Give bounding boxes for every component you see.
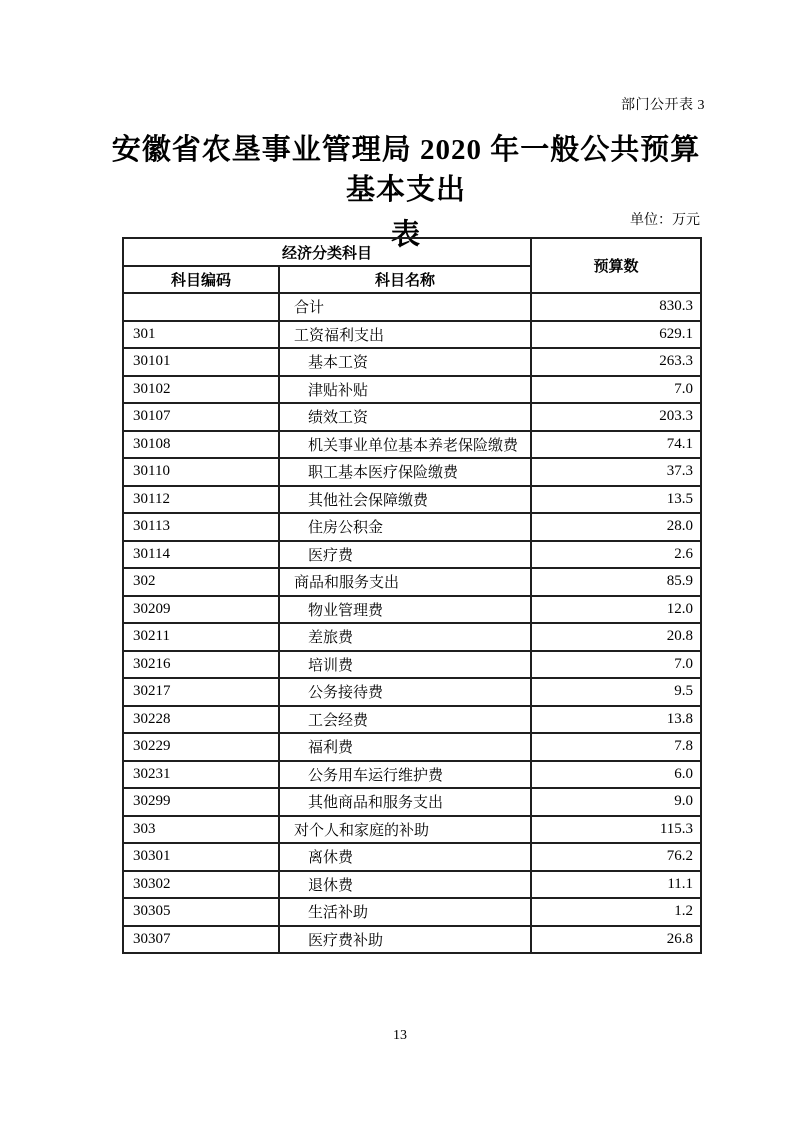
table-row	[123, 596, 701, 624]
subject-name-cell: 合计	[279, 293, 531, 321]
header-economic-classification: 经济分类科目	[123, 238, 531, 266]
table-row	[123, 733, 701, 761]
subject-name-cell: 离休费	[279, 843, 531, 871]
subject-name-cell: 差旅费	[279, 623, 531, 651]
budget-value-cell: 203.3	[531, 403, 701, 431]
table-header	[123, 238, 701, 293]
budget-value-cell: 11.1	[531, 871, 701, 899]
subject-code-cell: 30307	[123, 926, 279, 954]
table-row	[123, 403, 701, 431]
subject-code-cell: 30302	[123, 871, 279, 899]
table-row	[123, 843, 701, 871]
table-row	[123, 541, 701, 569]
budget-value-cell: 6.0	[531, 761, 701, 789]
budget-value-cell: 7.0	[531, 376, 701, 404]
subject-name-cell: 绩效工资	[279, 403, 531, 431]
budget-value-cell: 28.0	[531, 513, 701, 541]
unit-label: 单位：万元	[630, 213, 700, 228]
subject-name-cell: 工资福利支出	[279, 321, 531, 349]
subject-code-cell: 30108	[123, 431, 279, 459]
subject-name-cell: 物业管理费	[279, 596, 531, 624]
subject-code-cell: 302	[123, 568, 279, 596]
subject-name-cell: 津贴补贴	[279, 376, 531, 404]
subject-name-cell: 商品和服务支出	[279, 568, 531, 596]
subject-code-cell: 30229	[123, 733, 279, 761]
header-row-group	[123, 238, 701, 266]
subject-code-cell: 30301	[123, 843, 279, 871]
subject-code-cell: 30114	[123, 541, 279, 569]
header-budget-amount: 预算数	[531, 238, 701, 293]
subject-code-cell: 30209	[123, 596, 279, 624]
table-row	[123, 871, 701, 899]
budget-value-cell: 7.0	[531, 651, 701, 679]
budget-value-cell: 115.3	[531, 816, 701, 844]
subject-code-cell: 30101	[123, 348, 279, 376]
subject-name-cell: 公务用车运行维护费	[279, 761, 531, 789]
subject-name-cell: 职工基本医疗保险缴费	[279, 458, 531, 486]
page-title-line2: 表	[390, 219, 421, 251]
table-row	[123, 431, 701, 459]
subject-code-cell: 30107	[123, 403, 279, 431]
table-row	[123, 623, 701, 651]
subject-code-cell	[123, 293, 279, 321]
subject-name-cell: 对个人和家庭的补助	[279, 816, 531, 844]
table-row	[123, 926, 701, 954]
header-subject-name: 科目名称	[279, 266, 531, 293]
subject-code-cell: 30110	[123, 458, 279, 486]
subject-name-cell: 医疗费	[279, 541, 531, 569]
subject-name-cell: 住房公积金	[279, 513, 531, 541]
table-row	[123, 321, 701, 349]
subject-name-cell: 工会经费	[279, 706, 531, 734]
subject-code-cell: 301	[123, 321, 279, 349]
budget-value-cell: 9.0	[531, 788, 701, 816]
table-row	[123, 568, 701, 596]
budget-value-cell: 629.1	[531, 321, 701, 349]
subject-name-cell: 福利费	[279, 733, 531, 761]
subject-code-cell: 30211	[123, 623, 279, 651]
subject-name-cell: 公务接待费	[279, 678, 531, 706]
subject-name-cell: 医疗费补助	[279, 926, 531, 954]
subject-name-cell: 退休费	[279, 871, 531, 899]
budget-value-cell: 76.2	[531, 843, 701, 871]
table-row	[123, 651, 701, 679]
subject-code-cell: 30299	[123, 788, 279, 816]
subject-code-cell: 30113	[123, 513, 279, 541]
table-row	[123, 348, 701, 376]
budget-value-cell: 26.8	[531, 926, 701, 954]
doc-label: 部门公开表 3	[621, 98, 705, 113]
budget-value-cell: 9.5	[531, 678, 701, 706]
budget-value-cell: 74.1	[531, 431, 701, 459]
table-body	[123, 293, 701, 953]
budget-value-cell: 263.3	[531, 348, 701, 376]
table-row	[123, 458, 701, 486]
budget-value-cell: 12.0	[531, 596, 701, 624]
table-row	[123, 898, 701, 926]
table-row	[123, 706, 701, 734]
subject-code-cell: 30217	[123, 678, 279, 706]
budget-value-cell: 85.9	[531, 568, 701, 596]
budget-value-cell: 13.5	[531, 486, 701, 514]
table-row	[123, 761, 701, 789]
subject-code-cell: 30102	[123, 376, 279, 404]
page-title-line1: 安徽省农垦事业管理局 2020 年一般公共预算基本支出	[111, 134, 701, 206]
table-row	[123, 788, 701, 816]
table-row	[123, 376, 701, 404]
subject-name-cell: 生活补助	[279, 898, 531, 926]
table-row	[123, 816, 701, 844]
table-row	[123, 293, 701, 321]
budget-value-cell: 2.6	[531, 541, 701, 569]
table-row	[123, 678, 701, 706]
subject-code-cell: 30216	[123, 651, 279, 679]
page-number: 13	[393, 1028, 407, 1043]
subject-code-cell: 30228	[123, 706, 279, 734]
subject-name-cell: 培训费	[279, 651, 531, 679]
subject-name-cell: 基本工资	[279, 348, 531, 376]
budget-value-cell: 7.8	[531, 733, 701, 761]
budget-table	[122, 237, 702, 954]
subject-name-cell: 机关事业单位基本养老保险缴费	[279, 431, 531, 459]
budget-value-cell: 13.8	[531, 706, 701, 734]
header-subject-code: 科目编码	[123, 266, 279, 293]
budget-value-cell: 1.2	[531, 898, 701, 926]
subject-code-cell: 303	[123, 816, 279, 844]
budget-value-cell: 830.3	[531, 293, 701, 321]
budget-value-cell: 20.8	[531, 623, 701, 651]
budget-value-cell: 37.3	[531, 458, 701, 486]
table-row	[123, 486, 701, 514]
subject-code-cell: 30231	[123, 761, 279, 789]
table-row	[123, 513, 701, 541]
subject-name-cell: 其他商品和服务支出	[279, 788, 531, 816]
subject-name-cell: 其他社会保障缴费	[279, 486, 531, 514]
subject-code-cell: 30112	[123, 486, 279, 514]
subject-code-cell: 30305	[123, 898, 279, 926]
